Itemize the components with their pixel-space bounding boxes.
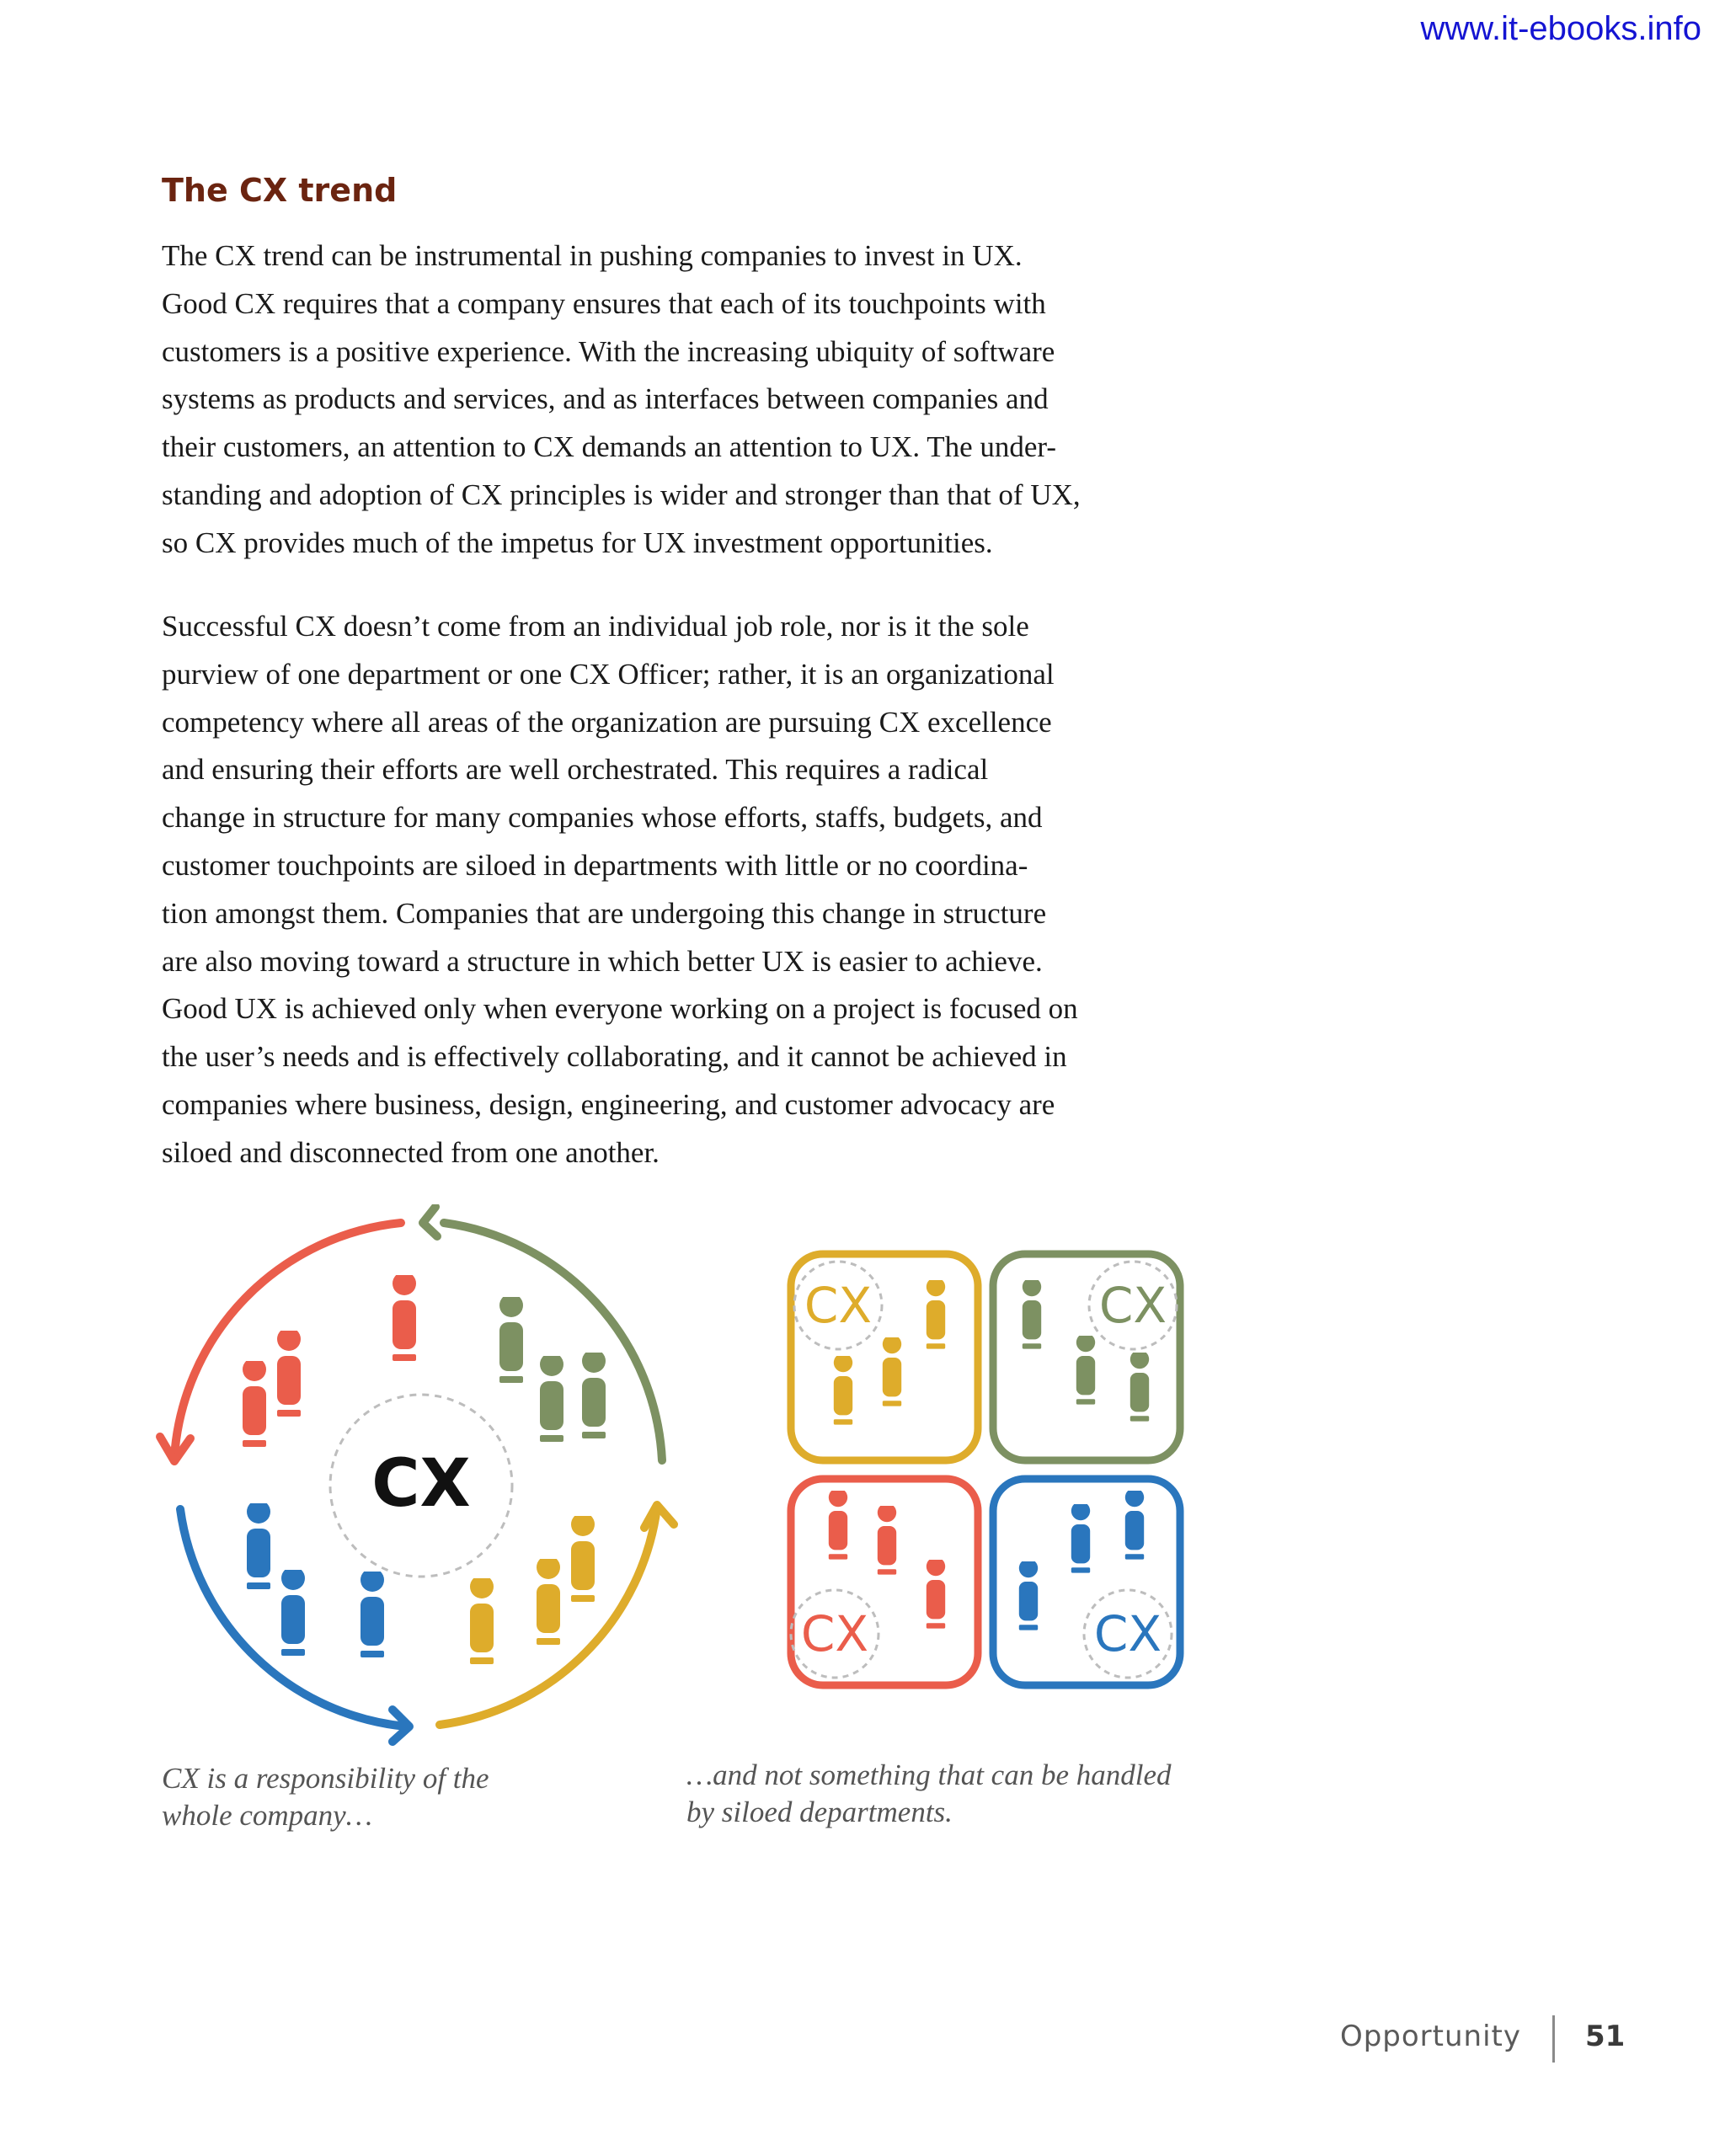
person-icon	[540, 1353, 563, 1442]
person-icon	[1076, 1333, 1095, 1405]
person-icon	[537, 1556, 560, 1645]
paragraph-line: the user’s needs and is effectively collaborating, and it cannot be achieved in	[162, 1040, 1067, 1074]
silo-red	[791, 1479, 978, 1685]
paragraph-line: competency where all areas of the organization are pursuing CX excellence	[162, 705, 1052, 739]
caption-left	[162, 1760, 633, 1834]
paragraph-line: Good UX is achieved only when everyone working on a project is focused on	[162, 992, 1078, 1026]
caption-line: …and not something that can be handled	[686, 1758, 1172, 1791]
person-icon	[1125, 1488, 1144, 1560]
silo-blue	[993, 1479, 1180, 1685]
page-number: 51	[1585, 2020, 1626, 2053]
caption-line: CX is a responsibility of the	[162, 1762, 489, 1795]
source-link[interactable]: www.it-ebooks.info	[1420, 10, 1701, 47]
paragraph-line: their customers, an attention to CX demands an attention to UX. The under-	[162, 430, 1057, 464]
footer-divider	[1552, 2015, 1555, 2063]
paragraph-line: so CX provides much of the impetus for UX investment opportunities.	[162, 526, 993, 559]
person-icon	[883, 1335, 901, 1406]
caption-line: whole company…	[162, 1799, 372, 1832]
silo-cx-label: CX	[1093, 1605, 1162, 1662]
silo-yellow	[791, 1254, 978, 1460]
person-icon	[582, 1349, 606, 1438]
person-icon	[829, 1488, 847, 1560]
silo-cx-label: CX	[1098, 1277, 1167, 1334]
caption-line: by siloed departments.	[686, 1796, 953, 1828]
section-title: The CX trend	[162, 172, 398, 209]
paragraph-line: customers is a positive experience. With the increasing ubiquity of software	[162, 334, 1055, 368]
paragraph-line: purview of one department or one CX Officer; rather, it is an organizational	[162, 657, 1055, 691]
person-icon	[927, 1557, 945, 1629]
person-icon	[277, 1327, 301, 1417]
person-icon	[1023, 1278, 1041, 1349]
paragraph-line: siloed and disconnected from one another.	[162, 1135, 660, 1169]
siloed-departments-diagram	[779, 1238, 1200, 1701]
paragraph-line: standing and adoption of CX principles is wider and stronger than that of UX,	[162, 478, 1081, 511]
person-icon	[834, 1353, 852, 1425]
paragraph-line: customer touchpoints are siloed in departments with little or no coordina-	[162, 848, 1028, 882]
paragraph-line: The CX trend can be instrumental in pushing companies to invest in UX.	[162, 239, 1023, 272]
person-icon	[1130, 1350, 1149, 1422]
paragraph-line: systems as products and services, and as interfaces between companies and	[162, 382, 1049, 416]
paragraph-line: and ensuring their efforts are well orchestrated. This requires a radical	[162, 753, 989, 787]
person-icon	[281, 1566, 305, 1656]
person-icon	[393, 1272, 416, 1361]
person-icon	[1019, 1559, 1038, 1630]
paragraph-line: Successful CX doesn’t come from an individual job role, nor is it the sole	[162, 610, 1029, 643]
paragraph-line: change in structure for many companies whose efforts, staffs, budgets, and	[162, 801, 1043, 835]
person-icon	[499, 1294, 523, 1383]
person-icon	[247, 1500, 270, 1589]
cx-whole-company-diagram	[153, 1204, 701, 1752]
arrowhead-green	[423, 1207, 437, 1236]
silo-cx-label: CX	[804, 1277, 873, 1334]
person-icon	[571, 1513, 595, 1602]
cx-center-label: CX	[371, 1446, 471, 1522]
paragraph-2	[162, 603, 1078, 1177]
person-icon	[1071, 1502, 1090, 1573]
footer-section-name: Opportunity	[1339, 2020, 1521, 2053]
caption-right	[686, 1757, 1276, 1831]
paragraph-1	[162, 232, 1081, 568]
paragraph-line: Good CX requires that a company ensures that each of its touchpoints with	[162, 286, 1046, 320]
person-icon	[360, 1568, 384, 1657]
person-icon	[470, 1575, 494, 1664]
person-icon	[878, 1503, 896, 1575]
paragraph-line: companies where business, design, engineering, and customer advocacy are	[162, 1087, 1055, 1121]
paragraph-line: tion amongst them. Companies that are undergoing this change in structure	[162, 896, 1047, 930]
paragraph-line: are also moving toward a structure in which better UX is easier to achieve.	[162, 944, 1043, 978]
silo-green	[993, 1254, 1180, 1460]
person-icon	[243, 1358, 266, 1447]
silo-cx-label: CX	[800, 1605, 869, 1662]
person-icon	[927, 1278, 945, 1349]
